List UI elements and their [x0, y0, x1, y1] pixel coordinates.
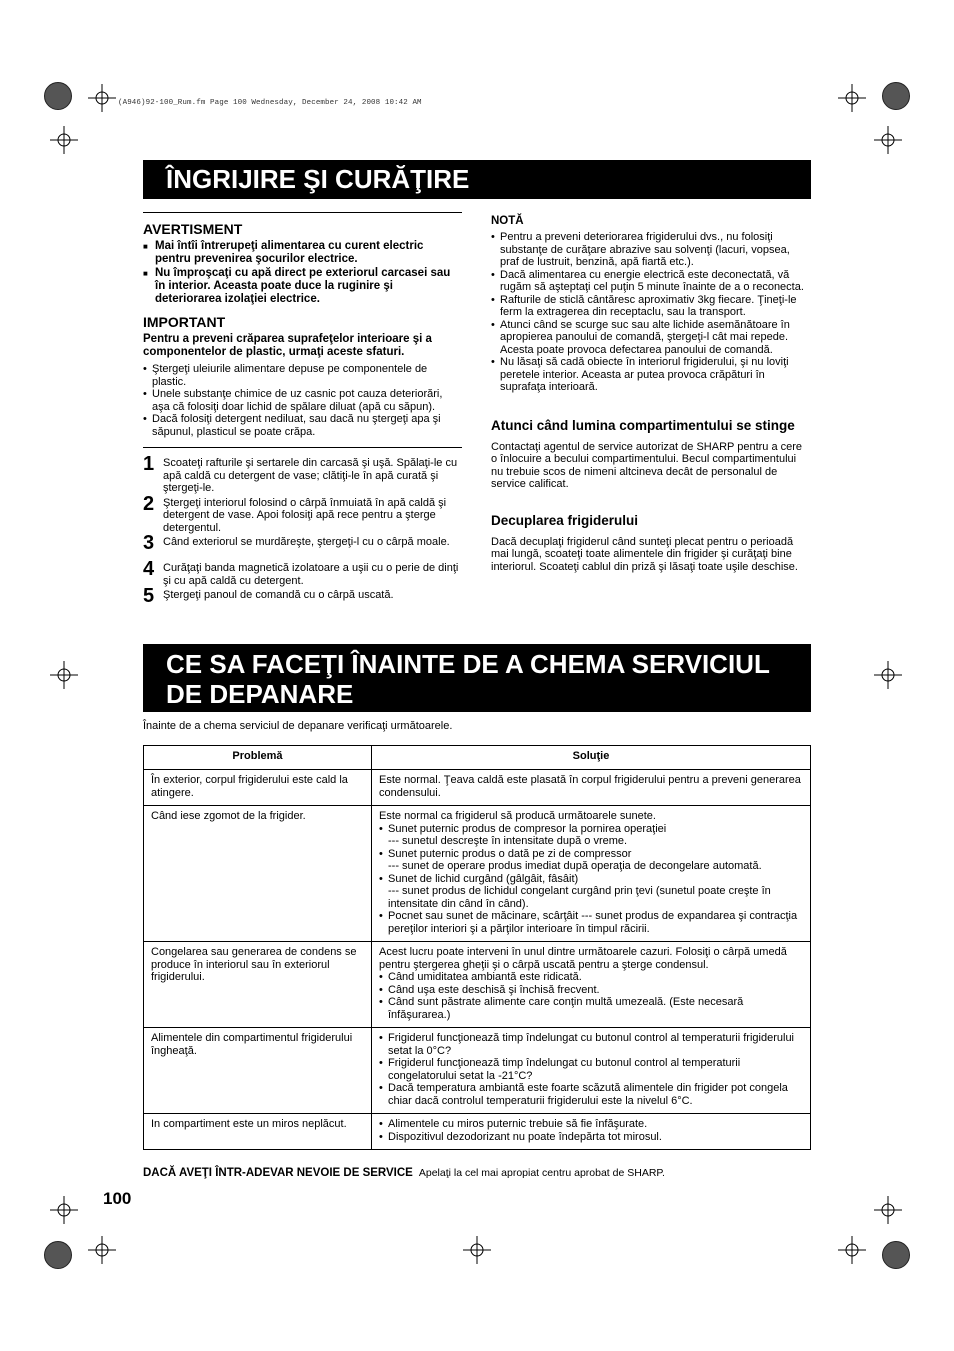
cleaning-step: 4 Curăţaţi banda magnetică izolatoare a uşii cu o perie de dinţi şi cu apă caldă cu detergent. — [143, 558, 459, 587]
solution-bullet: • Când uşa este deschisă şi închisă frecvent. — [379, 984, 803, 997]
solution-bullet: • Dispozitivul dezodorizant nu poate îndepărta tot mirosul. — [379, 1131, 803, 1144]
column-header-problem: Problemă — [144, 746, 372, 770]
unplug-text: Dacă decuplaţi frigiderul când sunteţi plecat pentru o perioadă mai lungă, scoateţi toate alimentele din frigider şi curăţaţi bine interiorul. Scoateţi cablul din priză şi lăsaţi toate uşile deschise. — [491, 535, 798, 573]
important-title: IMPORTANT — [143, 314, 226, 330]
solution-bullet: • Frigiderul funcţionează timp îndelungat cu butonul control al temperaturii congelatorului setat la -21°C? — [379, 1057, 803, 1082]
solution-bullet: • Sunet puternic produs o dată pe zi de compressor — [379, 848, 803, 861]
right-column — [491, 212, 811, 573]
service-note-bold: DACĂ AVEŢI ÎNTR-ADEVAR NEVOIE DE SERVICE — [143, 1167, 413, 1179]
note-item: • Pentru a preveni deteriorarea frigiderului dvs., nu folosiţi substanţe de curăţare abrazive sau solvenţi (lacuri, vopsea, praf de lustruit, benzină, apă fiartă etc.). — [491, 231, 811, 269]
cleaning-step: 3 Când exteriorul se murdăreşte, ştergeţi-l cu o cârpă moale. — [143, 532, 450, 554]
important-intro: Pentru a preveni crăparea suprafeţelor interioare şi a componentelor de plastic, urmaţi aceste sfaturi. — [143, 333, 432, 358]
print-disc-icon — [44, 1241, 72, 1269]
problem-cell: Congelarea sau generarea de condens se produce în interiorul sau în exteriorul frigiderului. — [144, 942, 372, 1028]
problem-cell: Alimentele din compartimentul frigiderului îngheaţă. — [144, 1028, 372, 1114]
print-disc-icon — [44, 82, 72, 110]
solution-bullet: • Sunet de lichid curgând (gâlgâit, fâsâit) — [379, 873, 803, 886]
left-column — [143, 212, 462, 615]
cleaning-step: 1 Scoateţi rafturile şi sertarele din carcasă şi uşă. Spălaţi-le cu apă caldă cu detergent de vase; clătiţi-le în apă curată şi ştergeţi-le. — [143, 453, 458, 494]
solution-cell — [372, 942, 811, 1028]
solution-bullet: • Alimentele cu miros puternic trebuie să fie înfăşurate. — [379, 1118, 803, 1131]
solution-bullet: • Pocnet sau sunet de măcinare, scârţâit --- sunet produs de expandarea şi contracţia pereţilor interiori şi a părţilor interioare în timpul răcirii. — [379, 910, 803, 935]
print-disc-icon — [882, 82, 910, 110]
divider — [143, 447, 462, 448]
crosshair-icon — [874, 1196, 902, 1224]
column-header-solution: Soluţie — [372, 746, 811, 770]
crosshair-icon — [88, 1236, 116, 1264]
crosshair-icon — [463, 1236, 491, 1264]
solution-bullet: • Frigiderul funcţionează timp îndelungat cu butonul control al temperaturii frigiderului setat la 0°C? — [379, 1032, 803, 1057]
section-banner-care: ÎNGRIJIRE ŞI CURĂŢIRE — [143, 160, 811, 199]
solution-cell — [372, 1028, 811, 1114]
crosshair-icon — [50, 1196, 78, 1224]
service-note-text: Apelaţi la cel mai apropiat centru aprobat de SHARP. — [418, 1167, 665, 1179]
crosshair-icon — [50, 126, 78, 154]
problem-cell: In compartiment este un miros neplăcut. — [144, 1114, 372, 1150]
table-row — [144, 1028, 811, 1114]
solution-line: --- sunet produs de lichidul congelant curgând prin ţevi (sunetul poate creşte în intensitate din când în când). — [388, 885, 771, 910]
light-title: Atunci când lumina compartimentului se stinge — [491, 417, 795, 433]
crosshair-icon — [838, 84, 866, 112]
print-disc-icon — [882, 1241, 910, 1269]
service-note — [143, 1167, 665, 1179]
table-row — [144, 770, 811, 806]
crosshair-icon — [874, 661, 902, 689]
problem-cell: În exterior, corpul frigiderului este cald la atingere. — [144, 770, 372, 806]
page-number: 100 — [103, 1189, 132, 1208]
solution-bullet: • Când sunt păstrate alimente care conţin multă umezeală. (Este necesară înfăşurarea.) — [379, 996, 803, 1021]
solution-line: Acest lucru poate interveni în unul dintre următoarele cazuri. Folosiţi o cârpă umedă pentru ştergerea gheţii şi o cârpă uscată pentru a şterge condensul. — [379, 946, 787, 971]
solution-line: Este normal ca frigiderul să producă următoarele sunete. — [379, 810, 656, 822]
troubleshoot-intro: Înainte de a chema serviciul de depanare verificaţi următoarele. — [143, 720, 453, 732]
solution-line: --- sunet de operare produs imediat după operaţia de decongelare automată. — [388, 860, 762, 872]
solution-cell — [372, 770, 811, 806]
note-item: • Atunci când se scurge suc sau alte lichide asemănătoare în apropierea panoului de comandă, ştergeţi-l cât mai repede. Acesta poate provoca defectarea panoului de comandă. — [491, 319, 811, 357]
note-item: • Nu lăsaţi să cadă obiecte în interiorul frigiderului, şi nu loviţi peretele interior. Aceasta ar putea provoca crăpături în suprafaţa interioară. — [491, 356, 811, 394]
note-item: • Rafturile de sticlă cântăresc aproximativ 3kg fiecare. Ţineţi-le ferm la extragerea din receptaclu, sau la transport. — [491, 294, 811, 319]
solution-bullet: • Când umiditatea ambiantă este ridicată. — [379, 971, 803, 984]
banner-line: CE SA FACEŢI ÎNAINTE DE A CHEMA SERVICIUL — [166, 649, 770, 679]
solution-bullet: • Sunet puternic produs de compresor la pornirea operaţiei — [379, 823, 803, 836]
table-header-row — [144, 746, 811, 770]
crosshair-icon — [874, 126, 902, 154]
table-row — [144, 806, 811, 942]
note-item: • Dacă alimentarea cu energie electrică este deconectată, vă rugăm să aşteptaţi cel puţin 5 minute înainte de a o reconecta. — [491, 269, 811, 294]
cleaning-step: 5 Ştergeţi panoul de comandă cu o cârpă uscată. — [143, 585, 394, 607]
warning-item: ■ Nu împroşcaţi cu apă direct pe exteriorul carcasei sau în interior. Aceasta poate duce la ruginire şi deteriorarea izolaţiei electrice. — [143, 267, 462, 306]
problem-cell: Când iese zgomot de la frigider. — [144, 806, 372, 942]
divider — [143, 212, 462, 213]
solution-line: Este normal. Ţeava caldă este plasată în corpul frigiderului pentru a preveni generarea condensului. — [379, 774, 801, 799]
cleaning-step: 2 Ştergeţi interiorul folosind o cârpă înmuiată în apă caldă şi detergent de vase. Apoi folosiţi apă rece pentru a şterge detergentul. — [143, 492, 447, 534]
crosshair-icon — [838, 1236, 866, 1264]
crosshair-icon — [50, 661, 78, 689]
warning-item: ■ Mai întîi întrerupeţi alimentarea cu curent electric pentru prevenirea şocurilor electrice. — [143, 240, 462, 266]
important-item: • Dacă folosiţi detergent nediluat, sau dacă nu ştergeţi apa şi săpunul, plasticul se poate crăpa. — [143, 413, 462, 438]
table-row — [144, 1114, 811, 1150]
crosshair-icon — [88, 84, 116, 112]
light-text: Contactaţi agentul de service autorizat de SHARP pentru a cere o înlocuire a becului compartimentului. Becul compartimentului nu trebuie scos de nimeni altcineva decât de personalul de service calificat. — [491, 440, 803, 490]
solution-bullet: • Dacă temperatura ambiantă este foarte scăzută alimentele din frigider pot congela chiar dacă controlul temperaturii frigiderului este la nivelul 6°C. — [379, 1082, 803, 1107]
warning-title: AVERTISMENT — [143, 221, 243, 237]
table-row — [144, 942, 811, 1028]
file-header-line: (A946)92-100_Rum.fm Page 100 Wednesday, December 24, 2008 10:42 AM — [118, 99, 422, 107]
solution-line: --- sunetul descreşte în intensitate după o vreme. — [388, 835, 628, 847]
important-item: • Ştergeţi uleiurile alimentare depuse pe componentele de plastic. — [143, 363, 462, 388]
unplug-title: Decuplarea frigiderului — [491, 512, 639, 528]
note-title: NOTĂ — [491, 215, 524, 227]
solution-cell — [372, 1114, 811, 1150]
section-banner-service — [143, 644, 811, 712]
troubleshooting-table — [143, 745, 811, 1150]
solution-cell — [372, 806, 811, 942]
banner-line: DE DEPANARE — [166, 679, 354, 709]
important-item: • Unele substanţe chimice de uz casnic pot cauza deteriorări, aşa că folosiţi doar lichid de spălare diluat (apă cu săpun). — [143, 388, 462, 413]
